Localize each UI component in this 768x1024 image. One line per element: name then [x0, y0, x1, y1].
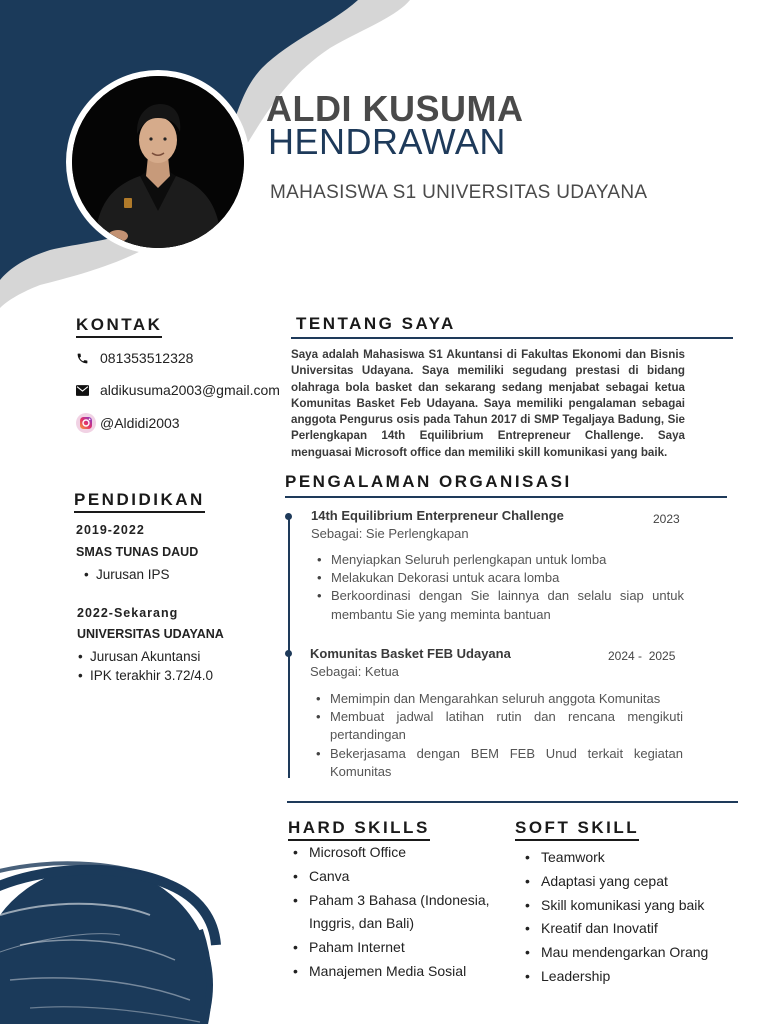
soft-skills-title: SOFT SKILL: [515, 818, 639, 841]
list-item: • Skill komunikasi yang baik: [519, 894, 739, 918]
skills-divider: [287, 801, 738, 803]
contact-title: KONTAK: [76, 315, 162, 338]
list-item: • IPK terakhir 3.72/4.0: [76, 666, 213, 685]
timeline-dot: [285, 650, 292, 657]
list-item: • Bekerjasama dengan BEM FEB Unud terkait kegiatan Komunitas: [310, 745, 683, 781]
about-title: TENTANG SAYA: [296, 314, 456, 333]
list-item: • Memimpin dan Mengarahkan seluruh anggota Komunitas: [310, 690, 683, 708]
education-school: SMAS TUNAS DAUD: [76, 545, 199, 559]
experience-entry-year: 2024 - 2025: [608, 649, 676, 663]
experience-entry-items: [311, 551, 684, 624]
soft-skills-list: [519, 846, 739, 989]
name-first: ALDI KUSUMA: [266, 88, 524, 129]
contact-email: [76, 380, 280, 400]
hard-skills-list: [287, 841, 497, 984]
list-item: • Leadership: [519, 965, 739, 989]
contact-phone: [76, 348, 193, 368]
contact-instagram: [76, 413, 180, 433]
list-item: • Mau mendengarkan Orang: [519, 941, 739, 965]
list-item: • Membuat jadwal latihan rutin dan rencana mengikuti pertandingan: [310, 708, 683, 744]
experience-divider: [285, 496, 727, 498]
education-years: 2022-Sekarang: [77, 606, 179, 620]
experience-entry-role: Sebagai: Ketua: [310, 664, 399, 679]
about-text: Saya adalah Mahasiswa S1 Akuntansi di Fakultas Ekonomi dan Bisnis Universitas Udayana. Saya memiliki segudang prestasi di bidang olahraga bola basket dan sekarang sedang menjabat sebagai ketua Komunitas Basket Feb Udayana. Saya memiliki pengalaman sebagai anggota Pengurus osis pada Tahun 2017 di SMP Tegaljaya Badung, Sie Perlengkapan 14th Equilibrium Entrepreneur Challenge. Saya menguasai Microsoft office dan memiliki skill komunikasi yang baik.: [291, 348, 685, 459]
timeline-dot: [285, 513, 292, 520]
mail-icon: [76, 385, 100, 396]
about-divider: [291, 337, 733, 339]
list-item: • Paham Internet: [287, 936, 497, 960]
name-last: HENDRAWAN: [268, 121, 506, 162]
hard-skills-title: HARD SKILLS: [288, 818, 430, 841]
brush-circle-shape: [0, 863, 216, 1024]
experience-entry-title: Komunitas Basket FEB Udayana: [310, 646, 511, 661]
phone-number: 081353512328: [100, 350, 194, 366]
list-item: • Paham 3 Bahasa (Indonesia, Inggris, dan Bali): [287, 889, 497, 937]
list-item: • Menyiapkan Seluruh perlengkapan untuk lomba: [311, 551, 684, 569]
list-item: • Jurusan IPS: [82, 565, 170, 584]
list-item: • Adaptasi yang cepat: [519, 870, 739, 894]
experience-entry-items: [310, 690, 683, 781]
subtitle: MAHASISWA S1 UNIVERSITAS UDAYANA: [270, 182, 648, 203]
timeline-line: [288, 516, 290, 778]
education-items: [82, 565, 170, 584]
list-item: • Jurusan Akuntansi: [76, 647, 213, 666]
email-address: aldikusuma2003@gmail.com: [100, 382, 280, 398]
instagram-handle: @Aldidi2003: [100, 415, 180, 431]
person-silhouette-icon: [72, 76, 244, 248]
education-title: PENDIDIKAN: [74, 490, 205, 513]
education-school: UNIVERSITAS UDAYANA: [77, 627, 224, 641]
list-item: • Berkoordinasi dengan Sie lainnya dan selalu siap untuk membantu Sie yang meminta bantuan: [311, 587, 684, 623]
experience-entry-title: 14th Equilibrium Enterpreneur Challenge: [311, 508, 564, 523]
list-item: • Canva: [287, 865, 497, 889]
list-item: • Manajemen Media Sosial: [287, 960, 497, 984]
instagram-icon: [76, 413, 100, 433]
list-item: • Microsoft Office: [287, 841, 497, 865]
list-item: • Teamwork: [519, 846, 739, 870]
profile-photo: [66, 70, 250, 254]
phone-icon: [76, 352, 100, 365]
education-items: [76, 647, 213, 685]
experience-entry-role: Sebagai: Sie Perlengkapan: [311, 526, 469, 541]
experience-entry-year: 2023: [653, 512, 680, 526]
education-years: 2019-2022: [76, 523, 145, 537]
list-item: • Melakukan Dekorasi untuk acara lomba: [311, 569, 684, 587]
experience-title: PENGALAMAN ORGANISASI: [285, 472, 572, 491]
list-item: • Kreatif dan Inovatif: [519, 917, 739, 941]
